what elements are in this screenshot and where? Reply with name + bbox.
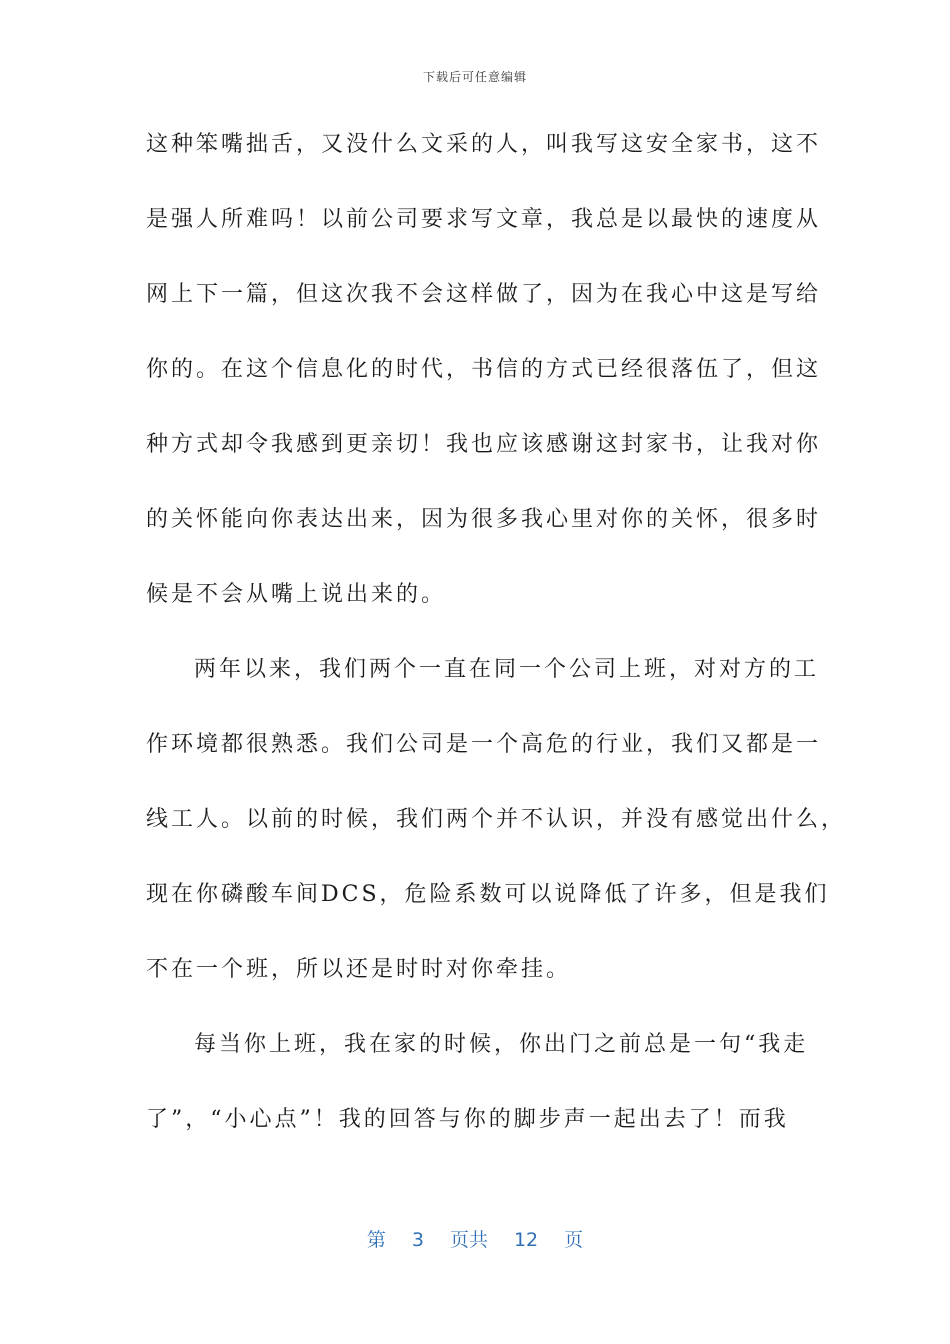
text-line: 网上下一篇，但这次我不会这样做了，因为在我心中这是写给 bbox=[146, 282, 822, 307]
page-number-footer bbox=[0, 1225, 950, 1252]
document-body bbox=[146, 122, 847, 1172]
page-mid-label: 页共 bbox=[449, 1229, 488, 1251]
total-pages-number: 12 bbox=[513, 1229, 539, 1251]
text-line: 现在你磷酸车间DCS，危险系数可以说降低了许多，但是我们 bbox=[146, 882, 830, 907]
header-note: 下载后可任意编辑 bbox=[422, 70, 527, 84]
text-line: 种方式却令我感到更亲切！我也应该感谢这封家书，让我对你 bbox=[146, 432, 822, 457]
text-line: 这种笨嘴拙舌，又没什么文采的人，叫我写这安全家书，这不 bbox=[146, 132, 822, 157]
text-line: 是强人所难吗！以前公司要求写文章，我总是以最快的速度从 bbox=[146, 207, 822, 232]
current-page-number: 3 bbox=[411, 1229, 424, 1251]
text-line: 不在一个班，所以还是时时对你牵挂。 bbox=[146, 957, 572, 982]
text-line: 作环境都很熟悉。我们公司是一个高危的行业，我们又都是一 bbox=[146, 732, 822, 757]
text-line: 你的。在这个信息化的时代，书信的方式已经很落伍了，但这 bbox=[146, 357, 822, 382]
paragraph-start-line: 每当你上班，我在家的时候，你出门之前总是一句“我走 bbox=[194, 1032, 809, 1057]
text-line: 候是不会从嘴上说出来的。 bbox=[146, 582, 447, 607]
text-line: 了”，“小心点”！我的回答与你的脚步声一起出去了！而我 bbox=[146, 1107, 789, 1132]
page-prefix: 第 bbox=[366, 1229, 386, 1251]
text-line: 线工人。以前的时候，我们两个并不认识，并没有感觉出什么， bbox=[146, 807, 847, 832]
text-line: 的关怀能向你表达出来，因为很多我心里对你的关怀，很多时 bbox=[146, 507, 822, 532]
paragraph-start-line: 两年以来，我们两个一直在同一个公司上班，对对方的工 bbox=[194, 657, 820, 682]
page-suffix: 页 bbox=[564, 1229, 584, 1251]
